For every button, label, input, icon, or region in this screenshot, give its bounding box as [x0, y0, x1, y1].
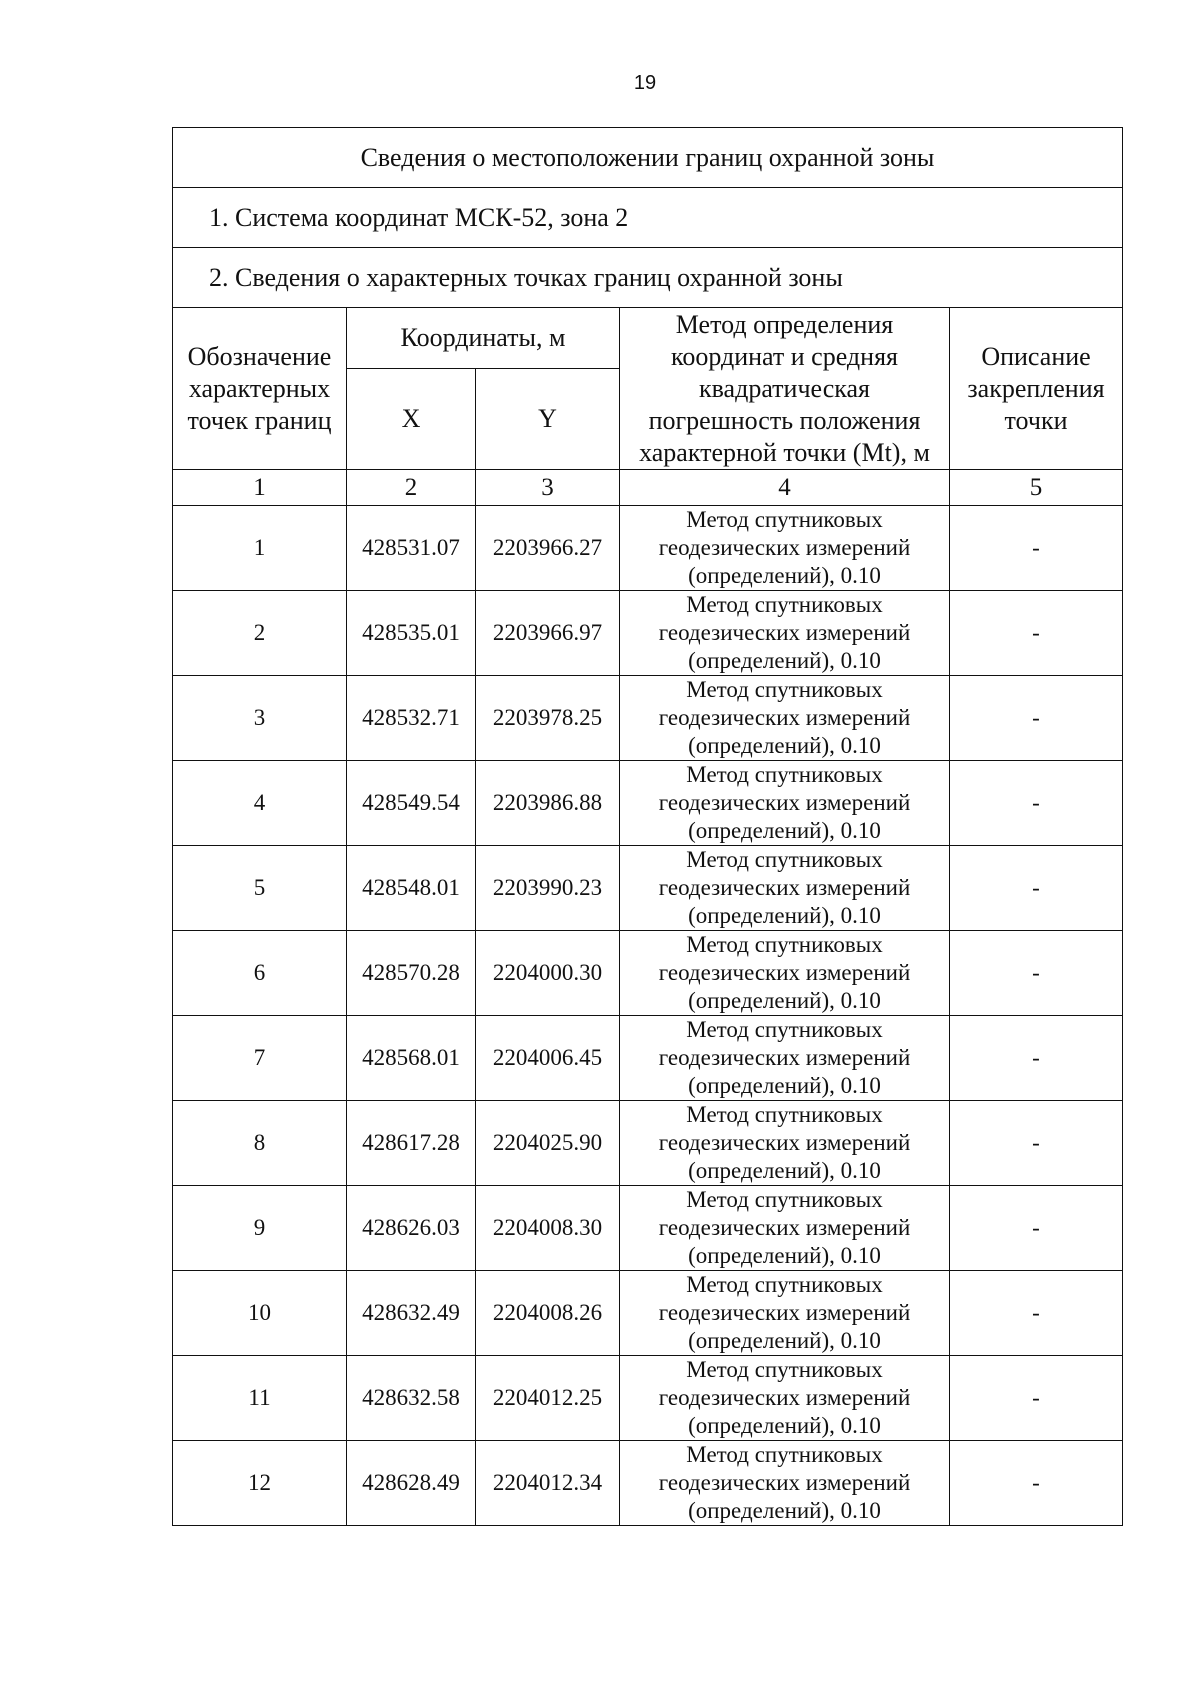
method-line: Метод спутниковых	[686, 1187, 883, 1212]
table-row	[173, 1186, 1123, 1271]
method-line: геодезических измерений	[658, 705, 911, 730]
method-line: (определений), 0.10	[688, 1328, 881, 1353]
method-line: (определений), 0.10	[688, 988, 881, 1013]
y-coordinate-cell: 2203990.23	[476, 846, 620, 931]
x-coordinate-cell: 428570.28	[347, 931, 476, 1016]
method-line: геодезических измерений	[658, 1130, 911, 1155]
column-number: 2	[347, 470, 476, 506]
table-row	[173, 846, 1123, 931]
table-row	[173, 676, 1123, 761]
page-number: 19	[633, 72, 657, 94]
method-line: (определений), 0.10	[688, 1498, 881, 1523]
x-coordinate-cell: 428632.58	[347, 1356, 476, 1441]
method-line: геодезических измерений	[658, 1300, 911, 1325]
method-cell	[620, 1356, 950, 1441]
method-line: геодезических измерений	[658, 875, 911, 900]
point-id-cell: 3	[173, 676, 347, 761]
description-cell: -	[950, 931, 1123, 1016]
description-cell: -	[950, 761, 1123, 846]
x-coordinate-cell: 428568.01	[347, 1016, 476, 1101]
method-line: Метод спутниковых	[686, 1102, 883, 1127]
method-cell	[620, 1101, 950, 1186]
method-line: геодезических измерений	[658, 620, 911, 645]
point-id-cell: 4	[173, 761, 347, 846]
point-id-cell: 5	[173, 846, 347, 931]
point-id-cell: 8	[173, 1101, 347, 1186]
method-line: геодезических измерений	[658, 790, 911, 815]
table-row	[173, 1101, 1123, 1186]
point-rows	[173, 506, 1123, 1526]
x-coordinate-cell: 428535.01	[347, 591, 476, 676]
x-coordinate-cell: 428626.03	[347, 1186, 476, 1271]
y-coordinate-cell: 2204000.30	[476, 931, 620, 1016]
header-method: Метод определения координат и средняя квадратическая погрешность положения характерной точки (Mt), м	[620, 308, 950, 470]
table-row	[173, 931, 1123, 1016]
x-coordinate-cell: 428628.49	[347, 1441, 476, 1526]
method-line: геодезических измерений	[658, 535, 911, 560]
y-coordinate-cell: 2203978.25	[476, 676, 620, 761]
header-coordinates: Координаты, м	[347, 308, 620, 369]
table-title: Сведения о местоположении границ охранной зоны	[173, 128, 1123, 188]
method-line: Метод спутниковых	[686, 1017, 883, 1042]
method-cell	[620, 1441, 950, 1526]
y-coordinate-cell: 2203966.27	[476, 506, 620, 591]
point-id-cell: 12	[173, 1441, 347, 1526]
column-number: 3	[476, 470, 620, 506]
method-cell	[620, 1186, 950, 1271]
x-coordinate-cell: 428531.07	[347, 506, 476, 591]
point-id-cell: 6	[173, 931, 347, 1016]
method-line: геодезических измерений	[658, 1385, 911, 1410]
method-line: Метод спутниковых	[686, 932, 883, 957]
method-line: (определений), 0.10	[688, 818, 881, 843]
column-number: 5	[950, 470, 1123, 506]
table-row	[173, 761, 1123, 846]
method-line: (определений), 0.10	[688, 1243, 881, 1268]
method-cell	[620, 676, 950, 761]
method-line: Метод спутниковых	[686, 677, 883, 702]
description-cell: -	[950, 506, 1123, 591]
description-cell: -	[950, 846, 1123, 931]
method-cell	[620, 1016, 950, 1101]
description-cell: -	[950, 1016, 1123, 1101]
y-coordinate-cell: 2204008.30	[476, 1186, 620, 1271]
point-id-cell: 10	[173, 1271, 347, 1356]
table-row	[173, 1356, 1123, 1441]
description-cell: -	[950, 1186, 1123, 1271]
method-line: (определений), 0.10	[688, 563, 881, 588]
x-coordinate-cell: 428532.71	[347, 676, 476, 761]
description-cell: -	[950, 1271, 1123, 1356]
x-coordinate-cell: 428549.54	[347, 761, 476, 846]
method-line: геодезических измерений	[658, 1045, 911, 1070]
method-line: (определений), 0.10	[688, 648, 881, 673]
method-line: (определений), 0.10	[688, 903, 881, 928]
method-line: (определений), 0.10	[688, 1073, 881, 1098]
header-designation: Обозначение характерных точек границ	[173, 308, 347, 470]
method-line: Метод спутниковых	[686, 762, 883, 787]
point-id-cell: 2	[173, 591, 347, 676]
x-coordinate-cell: 428548.01	[347, 846, 476, 931]
description-cell: -	[950, 1441, 1123, 1526]
point-id-cell: 7	[173, 1016, 347, 1101]
points-section-line: 2. Сведения о характерных точках границ охранной зоны	[173, 248, 1123, 308]
method-cell	[620, 591, 950, 676]
method-line: Метод спутниковых	[686, 1272, 883, 1297]
y-coordinate-cell: 2204025.90	[476, 1101, 620, 1186]
method-line: Метод спутниковых	[686, 1357, 883, 1382]
table-row	[173, 1271, 1123, 1356]
column-number-row	[173, 470, 1123, 506]
coordinate-system-line: 1. Система координат МСК-52, зона 2	[173, 188, 1123, 248]
table-row	[173, 506, 1123, 591]
method-line: Метод спутниковых	[686, 847, 883, 872]
method-line: геодезических измерений	[658, 960, 911, 985]
method-line: (определений), 0.10	[688, 733, 881, 758]
y-coordinate-cell: 2203986.88	[476, 761, 620, 846]
y-coordinate-cell: 2204008.26	[476, 1271, 620, 1356]
table-row	[173, 1441, 1123, 1526]
method-line: Метод спутниковых	[686, 507, 883, 532]
method-line: Метод спутниковых	[686, 1442, 883, 1467]
header-description: Описание закрепления точки	[950, 308, 1123, 470]
table-row	[173, 1016, 1123, 1101]
boundary-points-table	[172, 127, 1123, 1526]
method-cell	[620, 761, 950, 846]
method-cell	[620, 1271, 950, 1356]
method-line: геодезических измерений	[658, 1215, 911, 1240]
point-id-cell: 11	[173, 1356, 347, 1441]
y-coordinate-cell: 2204012.25	[476, 1356, 620, 1441]
method-line: Метод спутниковых	[686, 592, 883, 617]
method-line: геодезических измерений	[658, 1470, 911, 1495]
column-number: 4	[620, 470, 950, 506]
method-line: (определений), 0.10	[688, 1413, 881, 1438]
method-cell	[620, 846, 950, 931]
description-cell: -	[950, 1356, 1123, 1441]
description-cell: -	[950, 676, 1123, 761]
y-coordinate-cell: 2204012.34	[476, 1441, 620, 1526]
point-id-cell: 1	[173, 506, 347, 591]
description-cell: -	[950, 591, 1123, 676]
x-coordinate-cell: 428632.49	[347, 1271, 476, 1356]
header-y: Y	[476, 369, 620, 470]
x-coordinate-cell: 428617.28	[347, 1101, 476, 1186]
method-cell	[620, 506, 950, 591]
header-x: X	[347, 369, 476, 470]
method-line: (определений), 0.10	[688, 1158, 881, 1183]
description-cell: -	[950, 1101, 1123, 1186]
table-row	[173, 591, 1123, 676]
point-id-cell: 9	[173, 1186, 347, 1271]
column-number: 1	[173, 470, 347, 506]
y-coordinate-cell: 2204006.45	[476, 1016, 620, 1101]
y-coordinate-cell: 2203966.97	[476, 591, 620, 676]
method-cell	[620, 931, 950, 1016]
